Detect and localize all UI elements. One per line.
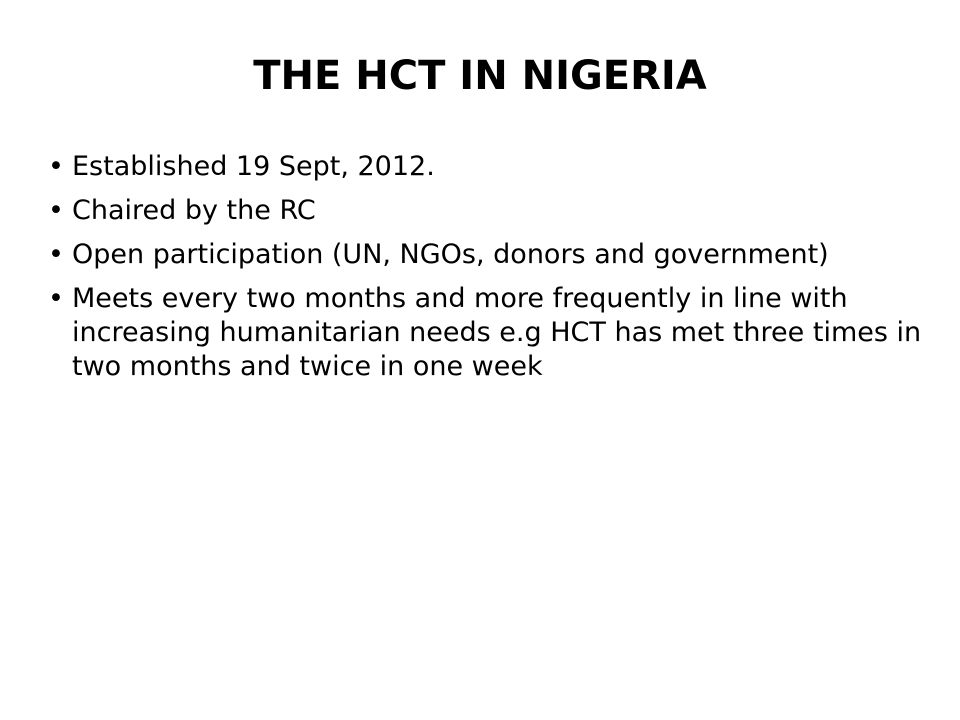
bullet-text: Established 19 Sept, 2012. (72, 151, 435, 182)
bullet-item-meetings (48, 282, 928, 384)
bullet-item-chaired (48, 194, 928, 228)
bullet-list (48, 150, 928, 394)
bullet-dot-icon: • (48, 239, 64, 270)
bullet-item-participation (48, 238, 928, 272)
bullet-dot-icon: • (48, 195, 64, 226)
bullet-text: Meets every two months and more frequently in line with increasing humanitarian needs e.g HCT has met three times in two months and twice in one week (72, 283, 922, 382)
bullet-text: Open participation (UN, NGOs, donors and government) (72, 239, 829, 270)
slide-title: THE HCT IN NIGERIA (253, 53, 707, 99)
bullet-text: Chaired by the RC (72, 195, 316, 226)
bullet-item-established (48, 150, 928, 184)
bullet-dot-icon: • (48, 151, 64, 182)
bullet-dot-icon: • (48, 283, 64, 314)
